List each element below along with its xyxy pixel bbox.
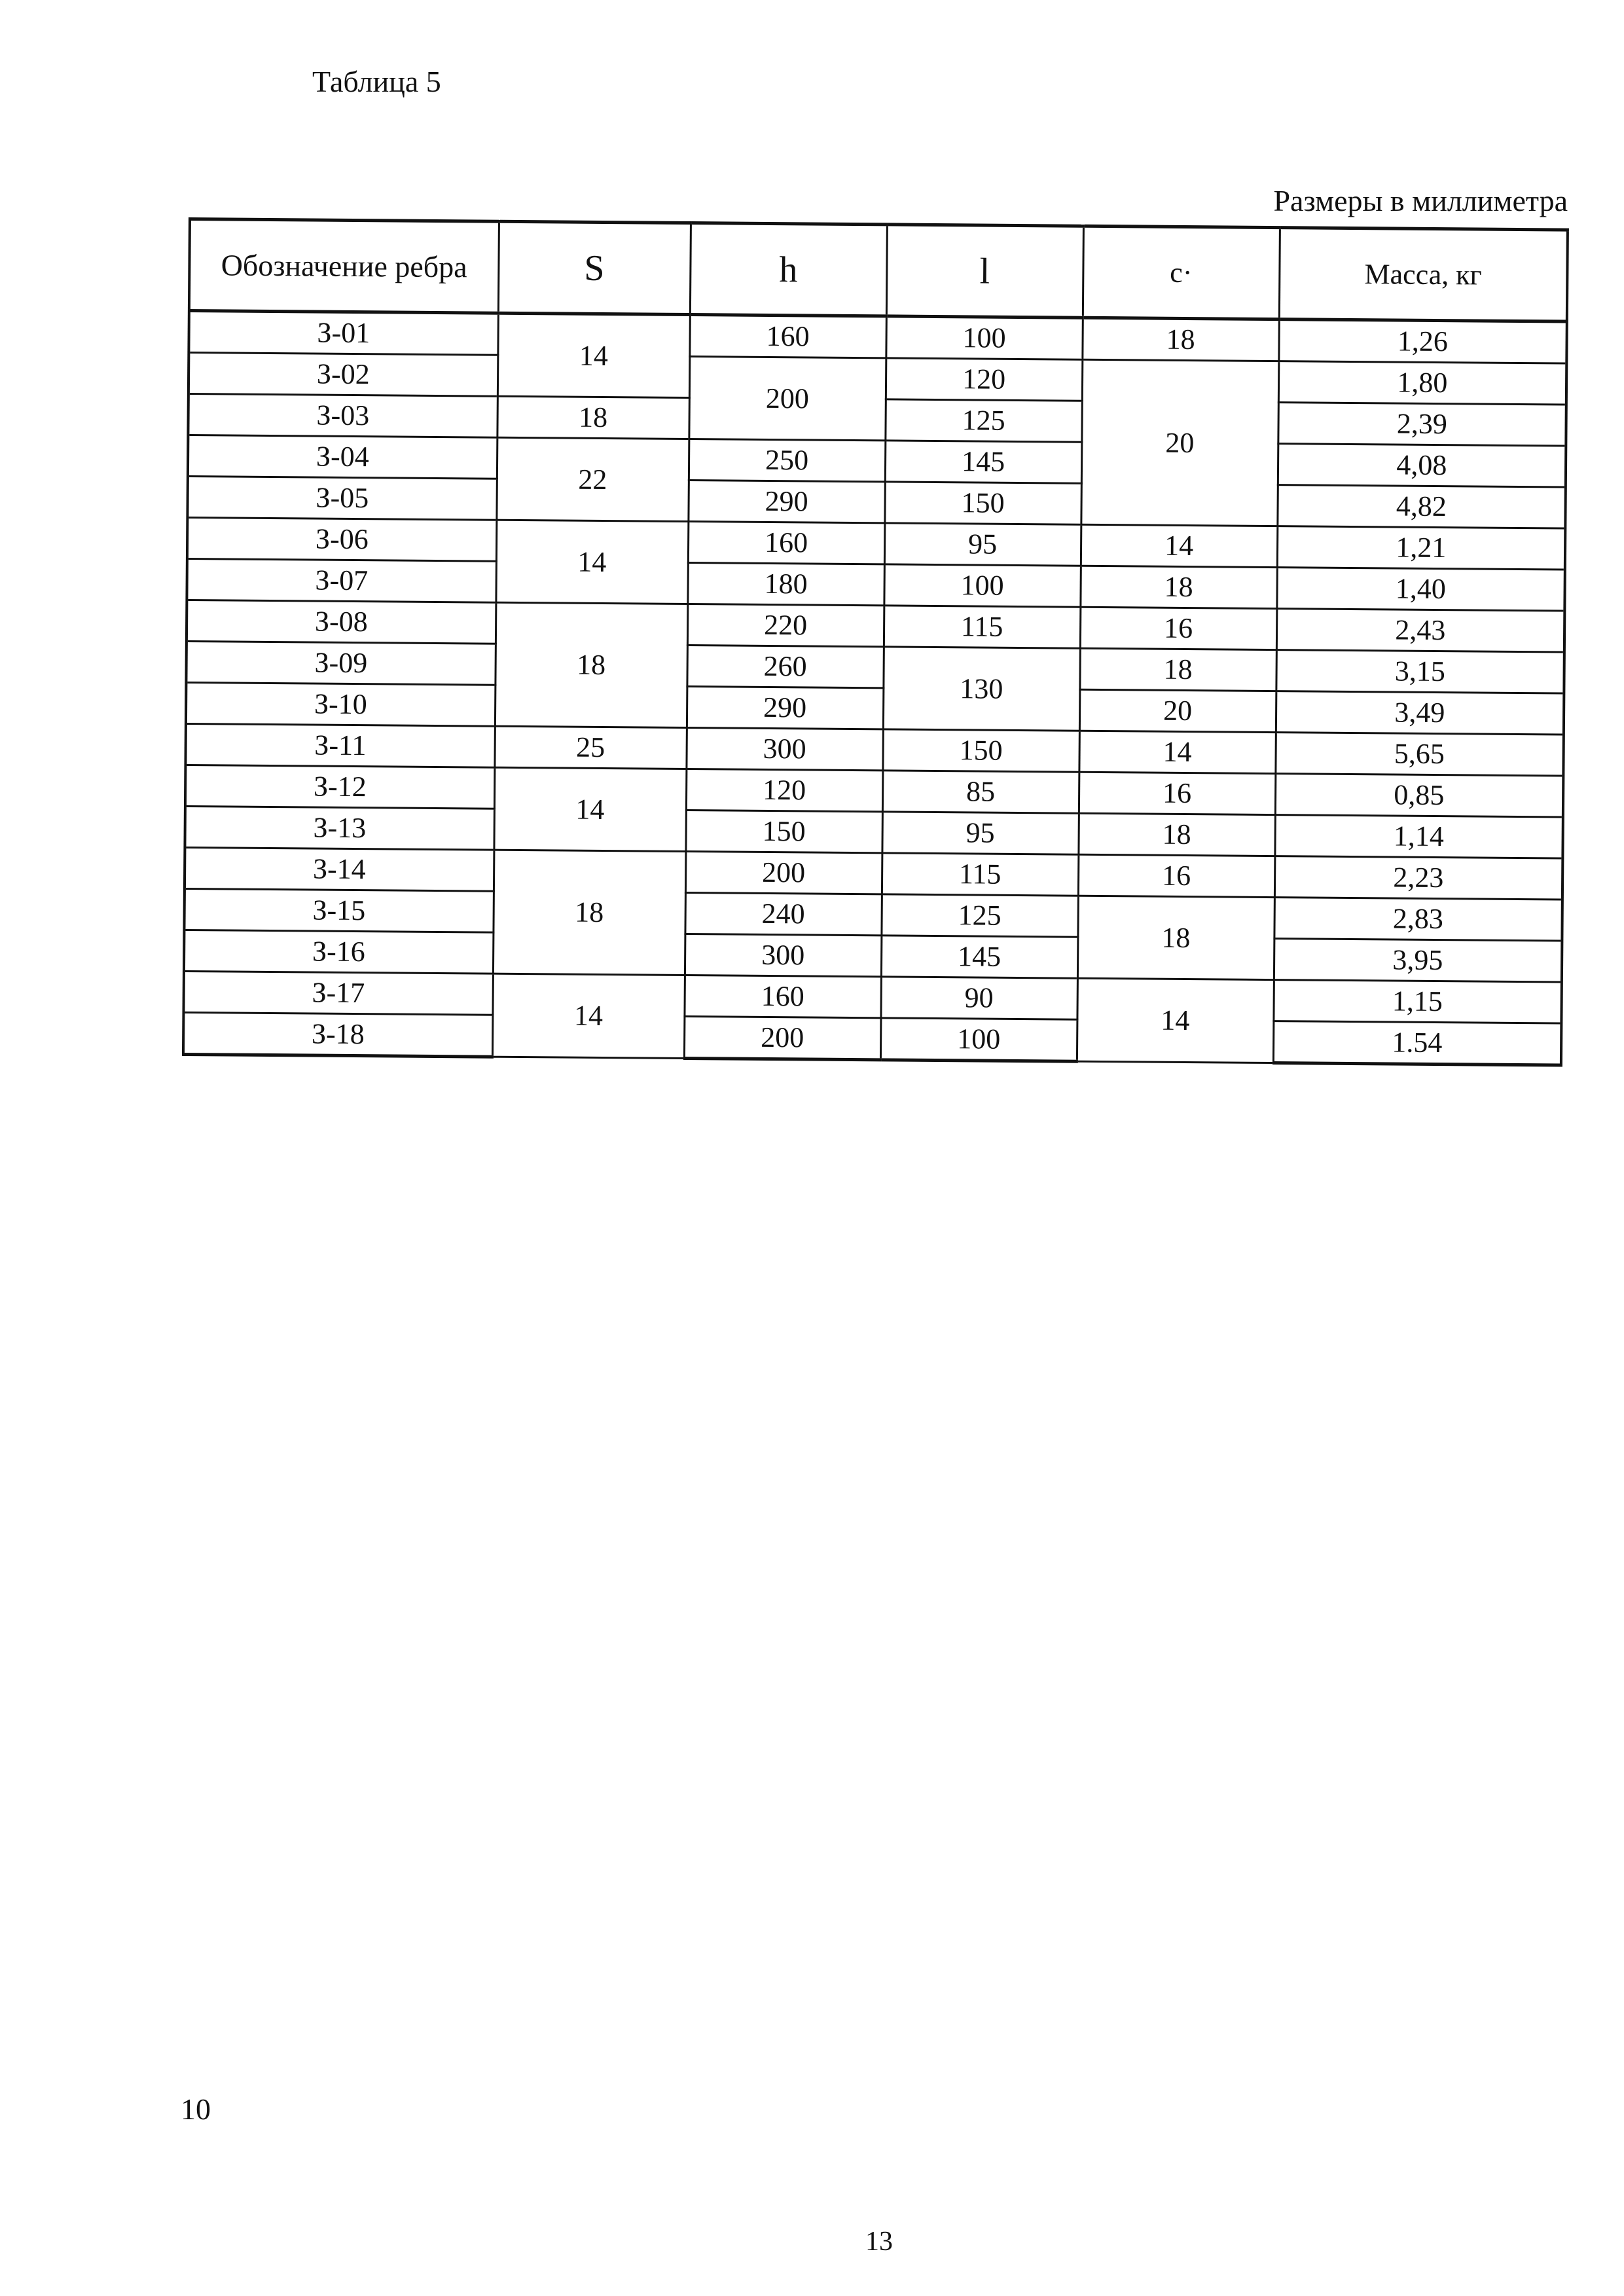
rib-designation: З-07 <box>187 558 496 602</box>
cell-l: 115 <box>884 606 1080 648</box>
cell-s: 22 <box>496 437 689 521</box>
cell-h: 220 <box>687 604 884 647</box>
cell-c: 16 <box>1078 854 1274 897</box>
rib-designation: З-18 <box>183 1012 492 1057</box>
cell-s: 14 <box>492 974 685 1058</box>
rib-designation: З-05 <box>187 477 496 520</box>
cell-h: 290 <box>687 687 883 729</box>
cell-h: 160 <box>688 522 884 564</box>
cell-l: 90 <box>880 977 1077 1019</box>
rib-designation: З-01 <box>189 311 497 355</box>
cell-mass: 2,83 <box>1274 898 1562 941</box>
cell-mass: 4,82 <box>1277 485 1565 528</box>
cell-s: 25 <box>494 726 686 769</box>
cell-h: 260 <box>687 646 883 688</box>
cell-c: 16 <box>1080 607 1276 649</box>
cell-mass: 1,15 <box>1273 980 1561 1023</box>
cell-c: 16 <box>1079 772 1275 814</box>
cell-mass: 2,39 <box>1278 403 1566 446</box>
cell-l: 85 <box>882 771 1079 813</box>
header-designation: Обозначение ребра <box>189 219 499 314</box>
cell-s: 18 <box>495 602 687 727</box>
cell-l: 150 <box>884 482 1081 524</box>
cell-l: 145 <box>881 936 1077 978</box>
cell-l: 100 <box>880 1018 1077 1061</box>
cell-s: 14 <box>496 520 688 604</box>
header-l: l <box>886 225 1083 318</box>
table-title: Таблица 5 <box>312 65 441 98</box>
cell-c: 18 <box>1078 813 1274 856</box>
cell-l: 150 <box>882 729 1079 772</box>
cell-l: 125 <box>885 399 1081 442</box>
cell-h: 300 <box>686 728 882 771</box>
units-note: Размеры в миллиметра <box>1273 184 1568 217</box>
header-s: S <box>498 221 691 314</box>
cell-mass: 3,15 <box>1276 650 1564 693</box>
rib-designation: З-02 <box>189 353 497 397</box>
cell-mass: 1,14 <box>1274 815 1562 858</box>
cell-h: 160 <box>684 975 880 1017</box>
cell-h: 300 <box>685 934 881 976</box>
rib-designation: З-16 <box>184 930 493 974</box>
page-number-left: 10 <box>181 2092 211 2126</box>
header-mass: Масса, кг <box>1279 228 1568 321</box>
page-number-bottom: 13 <box>865 2227 893 2257</box>
cell-mass: 1.54 <box>1273 1021 1561 1065</box>
rib-designation: З-09 <box>186 641 495 685</box>
cell-c: 14 <box>1079 731 1275 773</box>
cell-mass: 3,49 <box>1276 691 1564 735</box>
cell-mass: 2,23 <box>1274 856 1562 900</box>
rib-designation: З-13 <box>185 806 494 850</box>
header-c: c· <box>1083 226 1280 319</box>
table-body <box>183 311 1567 1065</box>
cell-c: 20 <box>1081 359 1278 526</box>
cell-mass: 1,26 <box>1278 319 1566 363</box>
rib-designation: З-11 <box>185 723 494 767</box>
cell-l: 130 <box>883 647 1080 731</box>
cell-c: 18 <box>1082 318 1278 361</box>
cell-h: 150 <box>685 810 882 852</box>
cell-c: 14 <box>1077 978 1274 1063</box>
cell-mass: 2,43 <box>1276 609 1564 652</box>
cell-l: 125 <box>881 894 1077 937</box>
cell-h: 200 <box>685 851 882 894</box>
rib-designation: З-17 <box>183 971 492 1015</box>
cell-h: 160 <box>689 315 886 358</box>
header-h: h <box>690 223 887 316</box>
cell-l: 120 <box>886 358 1082 401</box>
cell-c: 20 <box>1079 689 1276 732</box>
cell-h: 240 <box>685 892 881 935</box>
dimensions-table <box>182 217 1569 1067</box>
cell-h: 200 <box>684 1016 880 1059</box>
cell-s: 14 <box>494 767 686 851</box>
cell-s: 18 <box>497 396 689 439</box>
cell-mass: 3,95 <box>1274 939 1562 982</box>
cell-l: 145 <box>885 441 1081 483</box>
cell-h: 200 <box>689 357 886 441</box>
cell-c: 18 <box>1079 648 1276 691</box>
cell-h: 250 <box>689 439 885 482</box>
cell-l: 95 <box>884 523 1081 566</box>
cell-h: 180 <box>687 563 884 606</box>
cell-s: 14 <box>497 313 690 397</box>
cell-mass: 1,80 <box>1278 361 1566 405</box>
rib-designation: З-04 <box>188 435 497 479</box>
rib-designation: З-15 <box>184 888 493 932</box>
cell-mass: 4,08 <box>1278 444 1566 487</box>
cell-mass: 1,40 <box>1276 568 1564 611</box>
cell-l: 95 <box>882 812 1078 854</box>
cell-c: 18 <box>1077 896 1274 979</box>
cell-mass: 0,85 <box>1275 774 1563 817</box>
rib-designation: З-03 <box>188 394 497 438</box>
cell-l: 100 <box>886 316 1082 359</box>
header-row <box>189 219 1568 322</box>
cell-c: 14 <box>1081 524 1277 567</box>
rib-designation: З-10 <box>186 682 495 726</box>
rib-designation: З-06 <box>187 518 496 562</box>
cell-c: 18 <box>1080 566 1276 608</box>
cell-s: 18 <box>493 850 685 975</box>
rib-designation: З-08 <box>187 600 496 644</box>
cell-l: 100 <box>884 564 1080 607</box>
cell-l: 115 <box>882 853 1078 896</box>
dimensions-table-wrapper <box>182 217 1566 1066</box>
cell-mass: 5,65 <box>1275 733 1563 776</box>
cell-mass: 1,21 <box>1277 526 1565 570</box>
rib-designation: З-14 <box>185 847 494 891</box>
cell-h: 290 <box>688 481 884 523</box>
rib-designation: З-12 <box>185 765 494 809</box>
cell-h: 120 <box>686 769 882 811</box>
